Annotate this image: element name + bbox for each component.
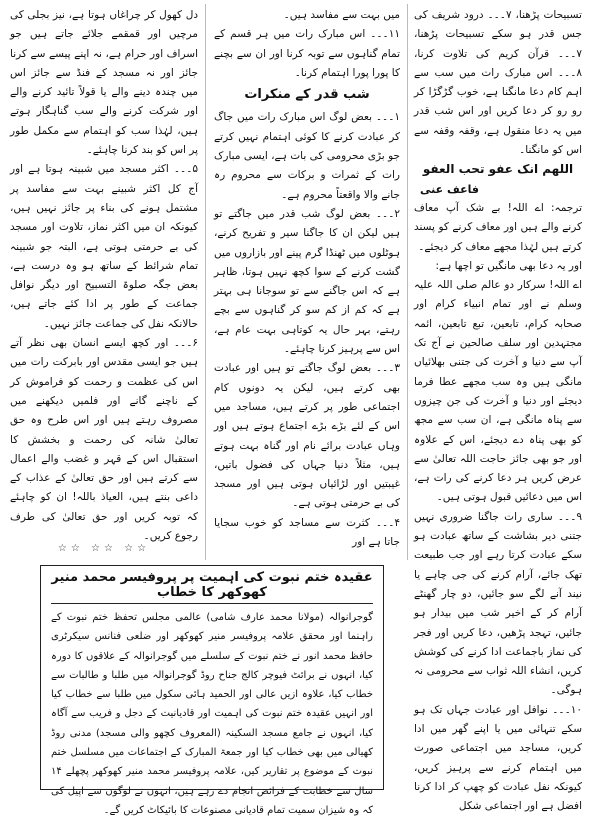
star-divider: ☆☆ ☆☆ ☆☆	[57, 543, 151, 554]
paragraph: ۳۔۔۔ بعض لوگ جاگتے تو ہیں اور عبادت بھی کرتے ہیں، لیکن یہ دونوں کام اجتماعی طور پر کرتے ہیں، مساجد میں اس کے لئے بڑے بڑے اجتماع ہوتے ہیں اور وہاں عبادت برائے نام اور گناہ بہت ہوتے ہیں، مثلاً دنیا جہاں کی فضول باتیں، غیبتیں اور لڑائیاں ہوتی ہیں اور مسجد کی بے حرمتی ہوتی ہے۔	[214, 362, 400, 510]
middle-column	[214, 6, 400, 552]
paragraph: اور یہ دعا بھی مانگیں تو اچھا ہے:	[435, 259, 582, 272]
paragraph: ۱۰۔۔۔ نوافل اور عبادت جہاں تک ہو سکے تنہائی میں یا اپنے گھر میں ادا کریں، مساجد میں اجتماعی صورت میں اہتمام کرنے سے پرہیز کریں، کیونکہ نفل عبادت کو چھپ کر ادا کرنا افضل ہے اور اجتماعی شکل	[414, 703, 582, 813]
paragraph: ۹۔۔۔ ساری رات جاگنا ضروری نہیں جتنی دیر بشاشت کے ساتھ عبادت ہو سکے عبادت کرتا رہے اور جب طبیعت تھک جائے، آرام کرنے کی جی چاہے یا نیند آنے لگے سو جائیں، دو چار گھنٹے آرام کر کے اخیر شب میں بیدار ہو جائیں، تہجد پڑھیں، دعا کریں اور فجر کی نماز باجماعت ادا کرنے کی کوشش کریں، انشاء اللہ ثواب سے محرومی نہ ہوگی۔	[414, 510, 582, 697]
right-column	[414, 6, 582, 816]
paragraph: ۴۔۔۔ کثرت سے مساجد کو خوب سجایا جاتا ہے اور	[214, 516, 400, 549]
paragraph: ۱۱۔۔۔ اس مبارک رات میں ہر قسم کے تمام گناہوں سے توبہ کرنا اور ان سے بچنے کا پورا پورا اہتمام کرنا۔	[214, 28, 400, 79]
column-divider	[407, 4, 408, 560]
paragraph: ۶۔۔۔ اور کچھ ایسے انسان بھی نظر آتے ہیں جو ایسی مقدس اور بابرکت رات میں اس کی عظمت و رحمت کو فراموش کر کے ناچنے گانے اور فلمیں دیکھنے میں مصروف رہتے ہیں اور اس طرح وہ حق تعالیٰ شانہ کی رحمت و بخشش کا استقبال اس کے قہر و غضب والے اعمال سے کرتے ہیں اور حق تعالیٰ کے عذاب کے داعی بنتے ہیں، العیاذ باللہ! ان کو چاہئے کہ توبہ کریں اور حق تعالیٰ کی طرف رجوع کریں۔	[10, 337, 198, 543]
paragraph: ترجمہ: اے اللہ! بے شک آپ معاف کرنے والے ہیں اور معاف کرنے کو پسند کرتے ہیں لہٰذا مجھے معاف کر دیجئے۔	[414, 201, 582, 253]
column-divider	[205, 4, 206, 560]
news-box-body: گوجرانوالہ (مولانا محمد عارف شامی) عالمی مجلس تحفظ ختم نبوت کے راہنما اور محقق علامہ پروفیسر منیر کھوکھر اور ضلعی فنانس سیکرٹری حافظ محمد انور نے ختم نبوت کے سلسلے میں گوجرانوالہ کے علاقوں کا دورہ کیا، انہوں نے برائٹ فیوچر کالج جناح روڈ گوجرانوالہ میں طلبا و طالبات سے خطاب کیا، علاوہ ازیں عالی اور الحمید ہائی سکول میں طلبا سے خطاب کیا اور انہیں عقیدہ ختم نبوت کی اہمیت اور قادیانیت کے دجل و فریب سے آگاہ کیا، انہوں نے جامع مسجد السکینہ (المعروف کچھو والی مسجد) مدنی روڈ کھیالی میں بھی خطاب کیا اور جمعۃ المبارک کے اجتماعات میں مسلسل ختم نبوت کے موضوع پر تقاریر کیں، علامہ پروفیسر محمد منیر کھوکھر پچھلے ۱۴ سال سے خطابت کے فرائض انجام دے رہے ہیں، انہوں نے لوگوں سے اپیل کی کہ وہ شیزان سمیت تمام قادیانی مصنوعات کا بائیکاٹ کریں گے۔	[51, 612, 373, 816]
paragraph: ۲۔۔۔ بعض لوگ شب قدر میں جاگتے تو ہیں لیکن ان کا جاگنا سیر و تفریح کرنے، ہوٹلوں میں ٹھنڈا گرم پینے اور بازاروں میں گشت کرنے کے سوا کچھ نہیں ہوتا، ظاہر ہے کہ اس جاگنے سے تو سوجانا ہی بہتر ہے کہ کم از کم سو کر گناہوں سے بچے رہتے، بہر حال یہ کوتاہی بہت عام ہے، اس سے پرہیز کرنا چاہئے۔	[214, 207, 400, 356]
left-column	[10, 6, 198, 546]
paragraph: تسبیحات پڑھنا، ۷۔۔۔ درود شریف کی جس قدر ہو سکے تسبیحات پڑھنا، ۷۔۔۔ قرآن کریم کی تلاوت کرنا، ۸۔۔۔ اس مبارک رات میں سب سے اہم کام دعا مانگنا ہے، خوب گڑگڑا کر رو رو کر دعا کریں اور اس شب قدر میں یہ دعا منقول ہے، وقفہ وقفہ سے اس کو مانگنا۔	[414, 9, 582, 157]
paragraph: اے اللہ! سرکار دو عالم صلی اللہ علیہ وسلم نے اور تمام انبیاء کرام اور صحابہ کرام، تابعین، تبع تابعین، ائمہ مجتہدین اور سلف صالحین نے آج تک آپ سے دنیا و آخرت کی جتنی بھلائیاں مانگی ہیں وہ سب مجھے عطا فرما دیجئے اور دنیا و آخرت کی جن چیزوں سے پناہ مانگی ہے، ان سب سے مجھ کو بھی پناہ دے دیجئے، اس کے علاوہ اور جو بھی جائز حاجت اللہ تعالیٰ سے عرض کریں ہر دعا کرنے کی رات ہے، اس میں دعائیں قبول ہوتی ہیں۔	[414, 279, 582, 504]
news-box-title: عقیدہ ختم نبوت کی اہمیت پر پروفیسر محمد منیر کھوکھر کا خطاب	[51, 570, 373, 604]
paragraph: ۵۔۔۔ اکثر مسجد میں شبینہ ہوتا ہے اور آج کل اکثر شبینے بہت سے مفاسد پر مشتمل ہونے کی بناء پر جائز نہیں ہیں، کیونکہ ان میں اکثر نماز، تلاوت اور مسجد کی بے حرمتی ہوتی ہے، البتہ جو شبینہ تمام شرائط کے ساتھ ہو وہ درست ہے، بعض جگہ صلوۃ التسبیح اور دیگر نوافل جماعت کے طور پر ادا کئے جاتے ہیں، حالانکہ نفل کی جماعت جائز نہیں۔	[10, 163, 198, 330]
paragraph: میں بہت سے مفاسد ہیں۔	[283, 9, 400, 21]
arabic-dua: اللھم انک عفو تحب العفو	[422, 162, 574, 177]
paragraph: دل کھول کر چراغاں ہوتا ہے، نیز بجلی کی مرچیں اور قمقمے جلائے جاتے ہیں جو اسراف اور حرام ہے، نہ اپنے پیسے سے کرنا جائز اور نہ مسجد کے فنڈ سے جائز اس میں چندہ دینے والے یا قولاً تائید کرنے والے اور شرکت کرنے والے سب گناہگار ہوتے ہیں، لہٰذا سب کو اہتمام سے مکمل طور پر اس کو بند کرنا چاہئے۔	[10, 9, 198, 157]
arabic-dua-end: فاعف عنی	[420, 182, 479, 196]
paragraph: ۱۔۔۔ بعض لوگ اس مبارک رات میں جاگ کر عبادت کرنے کا کوئی اہتمام نہیں کرتے جو بڑی محرومی کی بات ہے، ایسی مبارک رات کے ثمرات و برکات سے محروم رہ جانے والا واقعتاً محروم ہے۔	[214, 111, 400, 201]
section-heading: شب قدر کے منکرات	[244, 87, 370, 103]
news-box	[40, 565, 384, 816]
